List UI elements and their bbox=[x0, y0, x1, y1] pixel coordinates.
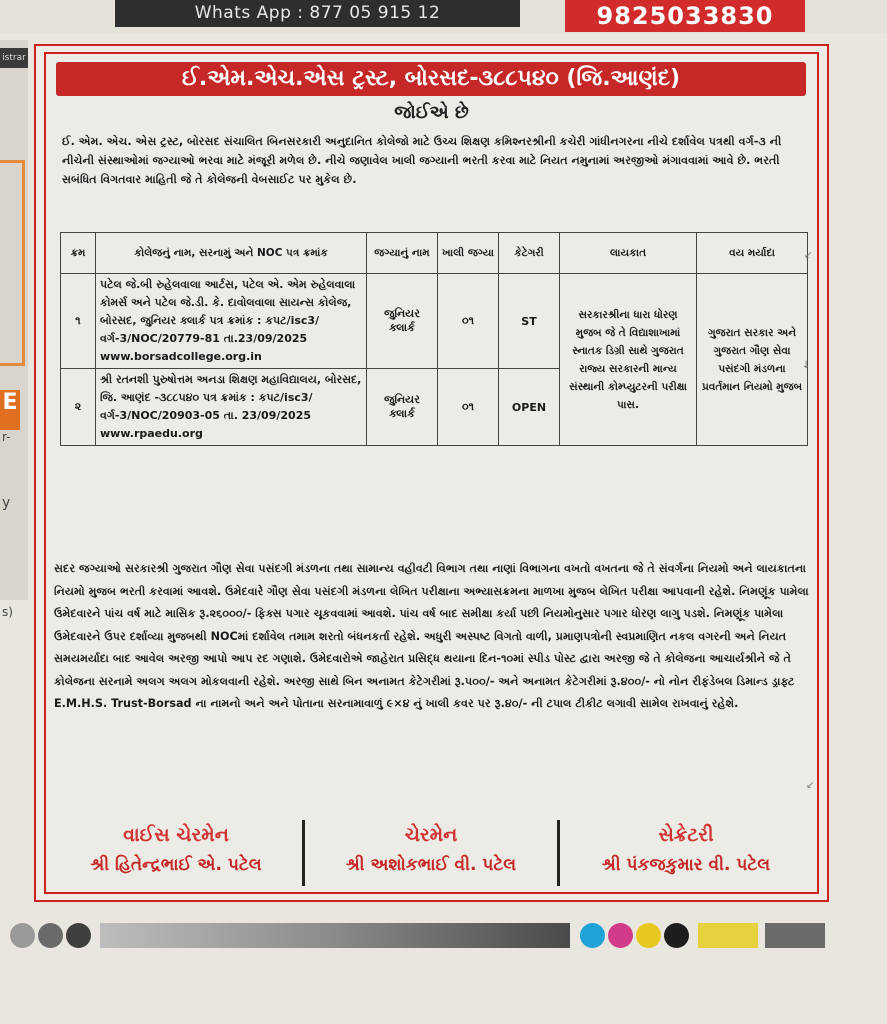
calibration-dot bbox=[664, 923, 689, 948]
row-category: ST bbox=[499, 274, 560, 369]
calibration-dot bbox=[636, 923, 661, 948]
table-header-row bbox=[61, 233, 808, 274]
whatsapp-banner: Whats App : 877 05 915 12 bbox=[115, 0, 520, 27]
row-post: જુનિયર ક્લાર્ક bbox=[367, 369, 438, 446]
signatory-name: શ્રી પંકજકુમાર વી. પટેલ bbox=[601, 855, 771, 875]
vacancy-table bbox=[60, 232, 811, 446]
college-details: શ્રી રતનશી પુરુષોત્તમ અનડા શિક્ષણ મહાવિદ્યાલય, બોરસદ, જિ. આણંદ -૩૮૮૫૪૦ પત્ર ક્રમાંક : કપટ/isc3/વર્ગ-3/NOC/20903-05 તા. 23/09/2025 bbox=[100, 373, 362, 422]
fold-mark: ↙ bbox=[806, 780, 815, 791]
fold-mark: ↙ bbox=[804, 250, 813, 261]
column-header-age: વય મર્યાદા bbox=[697, 233, 808, 274]
calibration-dot bbox=[580, 923, 605, 948]
column-header-sr: ક્રમ bbox=[61, 233, 96, 274]
phone-banner: 9825033830 bbox=[565, 0, 805, 32]
row-serial: ૧ bbox=[61, 274, 96, 369]
college-website-link[interactable]: www.rpaedu.org bbox=[100, 427, 203, 440]
row-vacancy-count: ૦૧ bbox=[438, 274, 499, 369]
adjacent-fragment: s) bbox=[2, 605, 13, 619]
calibration-swatch bbox=[765, 923, 825, 948]
table-row bbox=[61, 274, 808, 369]
college-website-link[interactable]: www.borsadcollege.org.in bbox=[100, 350, 262, 363]
signatory-role: ચેરમેન bbox=[404, 824, 458, 846]
advertisement-inner-border bbox=[44, 52, 819, 894]
signatories-row bbox=[50, 820, 812, 886]
intro-paragraph: ઈ. એમ. એચ. એસ ટ્રસ્ટ, બોરસદ સંચાલિત બિનસરકારી અનુદાનિત કોલેજો માટે ઉચ્ચ શિક્ષણ કમિશ્નરશ્રીની કચેરી ગાંધીનગરના નીચે દર્શાવેલ પત્રથી વર્ગ-૩ ની નીચેની સંસ્થાઓમાં જગ્યાઓ ભરવા માટે મંજૂરી મળેલ છે. નીચે જણાવેલ ખાલી જગ્યાની ભરતી કરવા માટે નિયત નમુનામાં અરજીઓ મંગાવવામાં આવે છે. ભરતી સબંધિત વિગતવાર માહિતી જે તે કોલેજની વેબસાઈટ પર મુકેલ છે. bbox=[62, 135, 782, 186]
row-category: OPEN bbox=[499, 369, 560, 446]
recruitment-advertisement bbox=[34, 44, 829, 902]
column-header-count: ખાલી જગ્યા bbox=[438, 233, 499, 274]
adjacent-red-block: E bbox=[0, 390, 20, 430]
signatory-role: સેક્રેટરી bbox=[658, 824, 714, 846]
calibration-dot bbox=[608, 923, 633, 948]
adjacent-column-tag: istrar bbox=[0, 48, 28, 68]
column-header-post: જગ્યાનું નામ bbox=[367, 233, 438, 274]
signatory-chairman bbox=[305, 820, 560, 886]
row-vacancy-count: ૦૧ bbox=[438, 369, 499, 446]
signatory-secretary bbox=[560, 820, 812, 886]
column-header-college: કોલેજનું નામ, સરનામું અને NOC પત્ર ક્રમાંક bbox=[96, 233, 367, 274]
age-limit-cell: ગુજરાત સરકાર અને ગુજરાત ગૌણ સેવા પસંદગી મંડળના પ્રવર્તમાન નિયમો મુજબ bbox=[697, 274, 808, 446]
adjacent-column-strip bbox=[0, 40, 28, 619]
calibration-dot bbox=[38, 923, 63, 948]
column-header-category: કેટેગરી bbox=[499, 233, 560, 274]
college-details: પટેલ જે.બી રુહેલવાલા આર્ટસ, પટેલ એ. એમ રુહેલવાલા કોમર્સ અને પટેલ જે.ડી. કે. દાવોલવાલા સાયન્સ કોલેજ, બોરસદ, જુનિયર ક્લાર્ક પત્ર ક્રમાંક : કપટ/isc3/વર્ગ-3/NOC/20779-81 તા.23/09/2025 bbox=[100, 278, 356, 345]
adjacent-orange-border bbox=[0, 160, 25, 366]
row-serial: ૨ bbox=[61, 369, 96, 446]
signatory-name: શ્રી અશોકભાઈ વી. પટેલ bbox=[345, 855, 517, 875]
calibration-dot bbox=[10, 923, 35, 948]
adjacent-fragment: r- bbox=[2, 430, 11, 444]
trust-title-banner: ઈ.એમ.એચ.એસ ટ્રસ્ટ, બોરસદ-૩૮૮૫૪૦ (જિ.આણંદ) bbox=[56, 62, 806, 96]
qualification-cell: સરકારશ્રીના ધારા ધોરણ મુજબ જે તે વિદ્યાશાખામાં સ્નાતક ડિગ્રી સાથે ગુજરાત રાજ્ય સરકારની માન્ય સંસ્થાની કોમ્પ્યુટરની પરીક્ષા પાસ. bbox=[560, 274, 697, 446]
signatory-vice-chairman bbox=[50, 820, 305, 886]
row-college bbox=[96, 274, 367, 369]
calibration-swatch bbox=[698, 923, 758, 948]
fold-marks bbox=[800, 160, 830, 800]
row-post: જુનિયર ક્લાર્ક bbox=[367, 274, 438, 369]
row-college bbox=[96, 369, 367, 446]
column-header-qualification: લાયકાત bbox=[560, 233, 697, 274]
adjacent-fragment: y bbox=[2, 495, 11, 511]
calibration-dot bbox=[66, 923, 91, 948]
terms-paragraph: સદર જગ્યાઓ સરકારશ્રી ગુજરાત ગૌણ સેવા પસંદગી મંડળના તથા સામાન્ય વહીવટી વિભાગ તથા નાણાં વિભાગના વખતો વખતના જે તે સંવર્ગના નિયમો અને લાયકાતના નિયમો મુજબ ભરતી કરવામાં આવશે. ઉમેદવારે ગૌણ સેવા પસંદગી મંડળના લેખિત પરીક્ષાના અભ્યાસક્રમના માળખા મુજબ લેખિત પરીક્ષા આપવાની રહેશે. નિમણૂંક પામેલા ઉમેદવારને પાંચ વર્ષ માટે માસિક રૂ.૨૬૦૦૦/- ફિક્સ પગાર ચૂકવવામાં આવશે. પાંચ વર્ષ બાદ સમીક્ષા કર્યા પછી નિયમોનુસાર પગાર ધોરણ લાગુ પડશે. નિમણૂંક પામેલા ઉમેદવારને ઉપર દર્શાવ્યા મુજબથી NOCમાં દર્શાવેલ તમામ શરતો બંધનકર્તા રહેશે. અધુરી અસ્પષ્ટ વિગતો વાળી, પ્રમાણપત્રોની સ્વપ્રમાણિત નકલ વગરની અને નિયત સમયમર્યાદા બાદ આવેલ અરજી આપો આપ રદ ગણાશે. ઉમેદવારોએ જાહેરાત પ્રસિદ્ધ થયાના દિન-૧૦માં સ્પીડ પોસ્ટ દ્વારા અરજી જે તે કોલેજના આચાર્યશ્રીને જે તે કોલેજના સરનામે અલગ અલગ મોકલવાની રહેશે. અરજી સાથે બિન અનામત કેટેગરીમાં રૂ.૫૦૦/- અને અનામત કેટેગરીમાં રૂ.૪૦૦/- નો નોન રીફંડેબલ ડિમાન્ડ ડ્રાફ્ટ E.M.H.S. Trust-Borsad ના નામનો અને અને પોતાના સરનામાવાળું ૯×૪ નું ખાલી કવર પર રૂ.૪૦/- ની ટપાલ ટીકીટ લગાવી સામેલ રાખવાનું રહેશે. bbox=[54, 562, 809, 710]
signatory-role: વાઈસ ચેરમેન bbox=[123, 824, 229, 846]
wanted-heading: જોઈએ છે bbox=[394, 102, 469, 123]
calibration-gradient bbox=[100, 923, 570, 948]
signatory-name: શ્રી હિતેન્દ્રભાઈ એ. પટેલ bbox=[90, 855, 262, 875]
fold-mark: ↓ bbox=[802, 360, 811, 371]
